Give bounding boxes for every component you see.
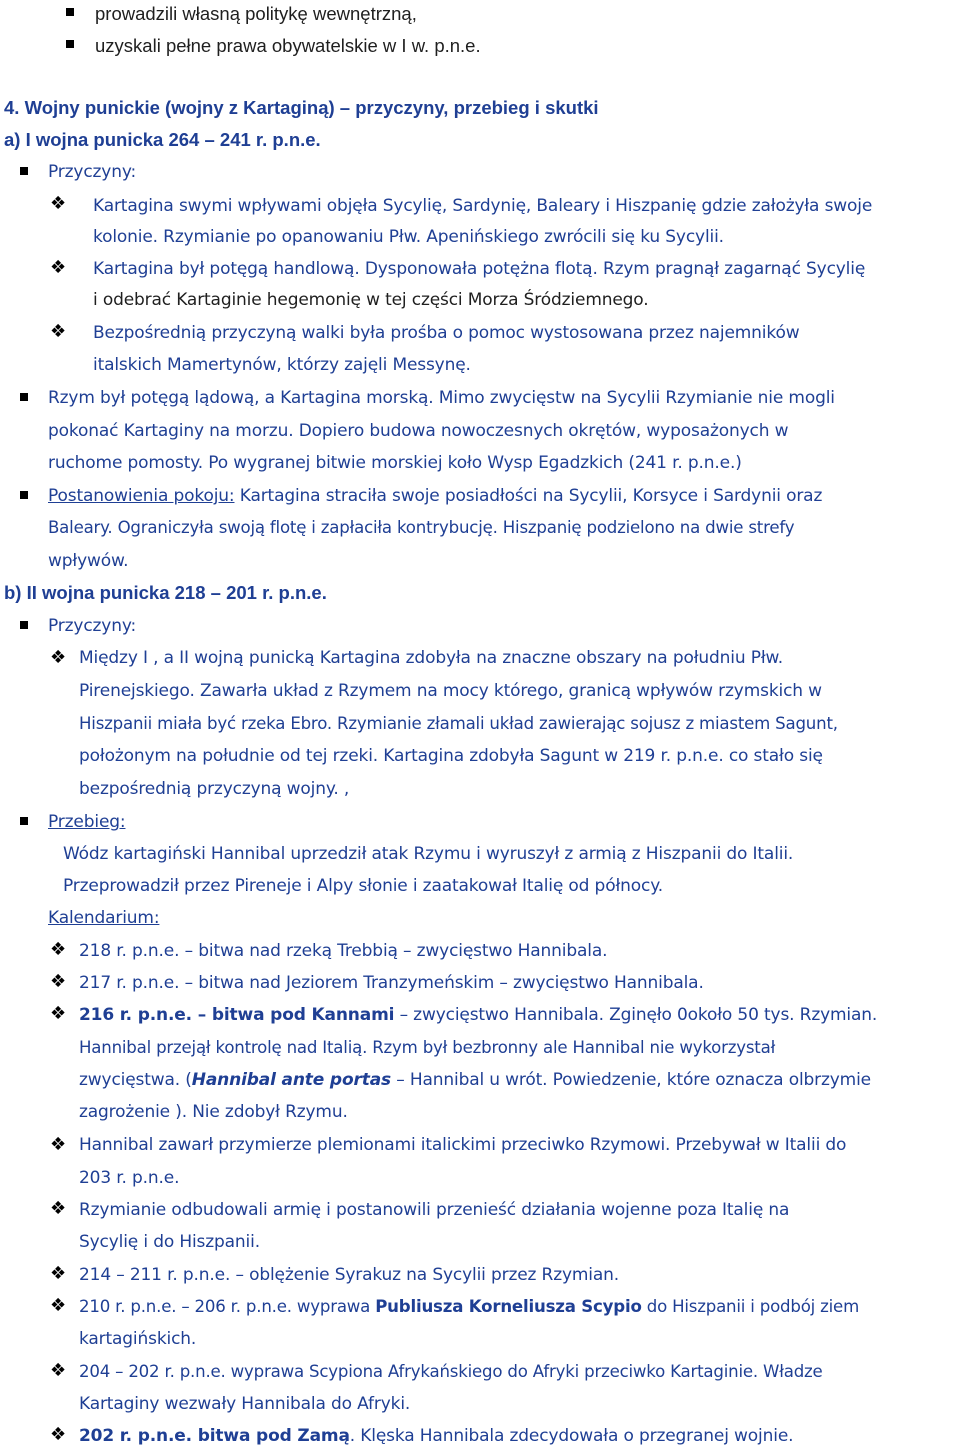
diamond-bullet-icon: ❖ [50, 321, 67, 342]
diamond-bullet-icon: ❖ [50, 1003, 67, 1024]
diamond-bullet-icon: ❖ [50, 1424, 67, 1445]
text-line: ruchome pomosty. Po wygranej bitwie morskiej koło Wysp Egadzkich (241 r. p.n.e.) [48, 453, 742, 473]
diamond-bullet-icon: ❖ [50, 971, 67, 992]
text-line: Kartagina swymi wpływami objęła Sycylię, Sardynię, Baleary i Hiszpanię gdzie założyła swoje [93, 196, 873, 216]
subsection-heading: a) I wojna punicka 264 – 241 r. p.n.e. [4, 129, 321, 150]
diamond-bullet-icon: ❖ [50, 939, 67, 960]
text-line: bezpośrednią przyczyną wojny. , [79, 779, 350, 799]
subsection-heading: b) II wojna punicka 218 – 201 r. p.n.e. [4, 582, 327, 603]
przyczyny-label: Przyczyny: [48, 616, 137, 636]
text-line: Kartaginy wezwały Hannibala do Afryki. [79, 1394, 411, 1414]
text-line: 202 r. p.n.e. bitwa pod Zamą. Klęska Hannibala zdecydowała o przegranej wojnie. [79, 1426, 794, 1446]
text-line: prowadzili własną politykę wewnętrzną, [95, 3, 417, 24]
text-line: kolonie. Rzymianie po opanowaniu Płw. Apenińskiego zwrócili się ku Sycylii. [93, 227, 724, 247]
diamond-bullet-icon: ❖ [50, 1263, 67, 1284]
text-line: Postanowienia pokoju: Kartagina straciła swoje posiadłości na Sycylii, Korsyce i Sardynii oraz [48, 486, 823, 506]
text-line: 217 r. p.n.e. – bitwa nad Jeziorem Tranzymeńskim – zwycięstwo Hannibala. [79, 973, 704, 993]
square-bullet-icon [20, 621, 28, 629]
text-line: uzyskali pełne prawa obywatelskie w I w. p.n.e. [95, 35, 481, 56]
diamond-bullet-icon: ❖ [50, 193, 67, 214]
text-line: Wódz kartagiński Hannibal uprzedził atak Rzymu i wyruszył z armią z Hiszpanii do Italii. [63, 844, 794, 864]
text-line: i odebrać Kartaginie hegemonię w tej części Morza Śródziemnego. [93, 290, 649, 310]
text-line: wpływów. [48, 551, 129, 571]
square-bullet-icon [20, 817, 28, 825]
text-line: Przeprowadził przez Pireneje i Alpy słonie i zaatakował Italię od północy. [63, 876, 663, 896]
text-line: położonym na południe od tej rzeki. Kartagina zdobyła Sagunt w 219 r. p.n.e. co stało się [79, 746, 823, 766]
text-line: zwycięstwa. (Hannibal ante portas – Hannibal u wrót. Powiedzenie, które oznacza olbrzymie [79, 1070, 871, 1090]
text-line: 210 r. p.n.e. – 206 r. p.n.e. wyprawa Publiusza Korneliusza Scypio do Hiszpanii i podbój ziem [79, 1297, 860, 1316]
square-bullet-icon [20, 393, 28, 401]
square-bullet-icon [66, 40, 74, 48]
text-line: Hannibal zawarł przymierze plemionami italickimi przeciwko Rzymowi. Przebywał w Italii do [79, 1135, 847, 1155]
text-line: zagrożenie ). Nie zdobył Rzymu. [79, 1102, 348, 1122]
diamond-bullet-icon: ❖ [50, 1134, 67, 1155]
diamond-bullet-icon: ❖ [50, 1198, 67, 1219]
square-bullet-icon [20, 491, 28, 499]
diamond-bullet-icon: ❖ [50, 647, 67, 668]
text-line: Pirenejskiego. Zawarła układ z Rzymem na mocy którego, granicą wpływów rzymskich w [79, 681, 822, 701]
text-line: italskich Mamertynów, którzy zajęli Messynę. [93, 355, 471, 375]
text-line: Hiszpanii miała być rzeka Ebro. Rzymianie złamali układ zawierając sojusz z miastem Sagunt, [79, 714, 838, 733]
text-line: pokonać Kartaginy na morzu. Dopiero budowa nowoczesnych okrętów, wyposażonych w [48, 421, 789, 441]
text-line: Między I , a II wojną punicką Kartagina zdobyła na znaczne obszary na południu Płw. [79, 648, 783, 668]
text-line: 218 r. p.n.e. – bitwa nad rzeką Trebbią – zwycięstwo Hannibala. [79, 941, 608, 961]
diamond-bullet-icon: ❖ [50, 1295, 67, 1316]
text-line: Bezpośrednią przyczyną walki była prośba o pomoc wystosowana przez najemników [93, 323, 800, 343]
text-line: 203 r. p.n.e. [79, 1168, 180, 1188]
postanowienia-label: Postanowienia pokoju: [48, 486, 235, 506]
przyczyny-label: Przyczyny: [48, 162, 137, 182]
text-line: Baleary. Ograniczyła swoją flotę i zapłaciła kontrybucję. Hiszpanię podzielono na dwie strefy [48, 518, 795, 537]
text-line: Kartagina był potęgą handlową. Dysponowała potężna flotą. Rzym pragnął zagarnąć Sycylię [93, 259, 866, 279]
text-line: 216 r. p.n.e. – bitwa pod Kannami – zwycięstwo Hannibala. Zginęło 0około 50 tys. Rzymian. [79, 1005, 878, 1025]
section-heading: 4. Wojny punickie (wojny z Kartaginą) – przyczyny, przebieg i skutki [4, 97, 599, 118]
text-line: Rzymianie odbudowali armię i postanowili przenieść działania wojenne poza Italię na [79, 1200, 790, 1220]
diamond-bullet-icon: ❖ [50, 1360, 67, 1381]
text-line: Rzym był potęgą lądową, a Kartagina morską. Mimo zwycięstw na Sycylii Rzymianie nie mogli [48, 388, 835, 408]
text-line: 214 – 211 r. p.n.e. – oblężenie Syrakuz na Sycylii przez Rzymian. [79, 1265, 620, 1285]
square-bullet-icon [20, 167, 28, 175]
kalendarium-label: Kalendarium: [48, 908, 160, 928]
przebieg-label: Przebieg: [48, 812, 126, 832]
diamond-bullet-icon: ❖ [50, 257, 67, 278]
text-line: Sycylię i do Hiszpanii. [79, 1232, 260, 1252]
text-line: 204 – 202 r. p.n.e. wyprawa Scypiona Afrykańskiego do Afryki przeciwko Kartaginie. Władze [79, 1362, 823, 1381]
square-bullet-icon [66, 8, 74, 16]
text-line: kartagińskich. [79, 1329, 197, 1349]
text-line: Hannibal przejął kontrolę nad Italią. Rzym był bezbronny ale Hannibal nie wykorzystał [79, 1038, 776, 1057]
